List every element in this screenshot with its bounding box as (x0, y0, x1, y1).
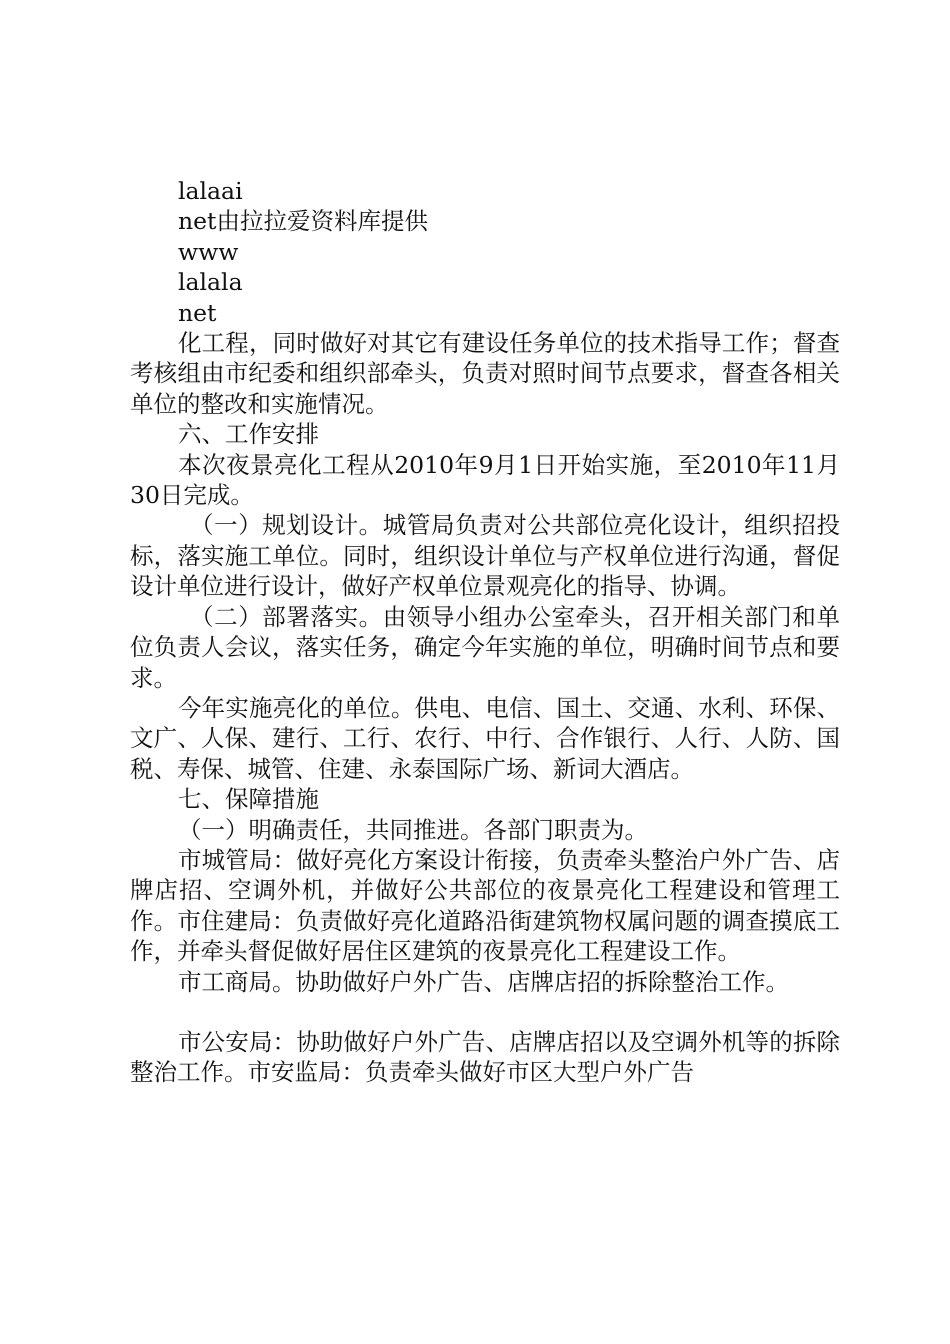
source-line-1: lalaai (178, 177, 243, 205)
document-body (130, 176, 840, 1088)
paragraph-urban-management: 市城管局：做好亮化方案设计衔接，负责牵头整治户外广告、店牌店招、空调外机，并做好公共部位的夜景亮化工程建设和管理工作。市住建局：负责做好亮化道路沿街建筑物权属问题的调查摸底工作，并牵头督促做好居住区建筑的夜景亮化工程建设工作。 (130, 845, 840, 966)
source-line-4: lalala (178, 268, 243, 297)
source-line-2: net由拉拉爱资料库提供 (178, 207, 428, 236)
source-line-5: net (178, 298, 217, 327)
section-heading-7: 七、保障措施 (178, 785, 319, 814)
paragraph-industry-commerce: 市工商局。协助做好户外广告、店牌店招的拆除整治工作。 (178, 967, 789, 996)
paragraph-planning-design: （一）规划设计。城管局负责对公共部位亮化设计，组织招投标，落实施工单位。同时，组织设计单位与产权单位进行沟通，督促设计单位进行设计，做好产权单位景观亮化的指导、协调。 (130, 511, 840, 601)
paragraph-units-list: 今年实施亮化的单位。供电、电信、国土、交通、水利、环保、文广、人保、建行、工行、农行、中行、合作银行、人行、人防、国税、寿保、城管、住建、永泰国际广场、新词大酒店。 (130, 693, 840, 783)
source-line-3: www (178, 237, 239, 266)
paragraph-schedule: 本次夜景亮化工程从2010年9月1日开始实施，至2010年11月30日完成。 (130, 450, 840, 510)
paragraph-gap (130, 997, 840, 1027)
paragraph-public-security: 市公安局：协助做好户外广告、店牌店招以及空调外机等的拆除整治工作。市安监局：负责牵头做好市区大型户外广告 (130, 1027, 840, 1087)
section-heading-6: 六、工作安排 (178, 420, 319, 449)
paragraph-continuation: 化工程，同时做好对其它有建设任务单位的技术指导工作；督查考核组由市纪委和组织部牵头，负责对照时间节点要求，督查各相关单位的整改和实施情况。 (130, 329, 840, 418)
paragraph-deployment: （二）部署落实。由领导小组办公室牵头，召开相关部门和单位负责人会议，落实任务，确定今年实施的单位，明确时间节点和要求。 (130, 602, 840, 692)
paragraph-responsibility: （一）明确责任，共同推进。各部门职责为。 (178, 815, 648, 844)
